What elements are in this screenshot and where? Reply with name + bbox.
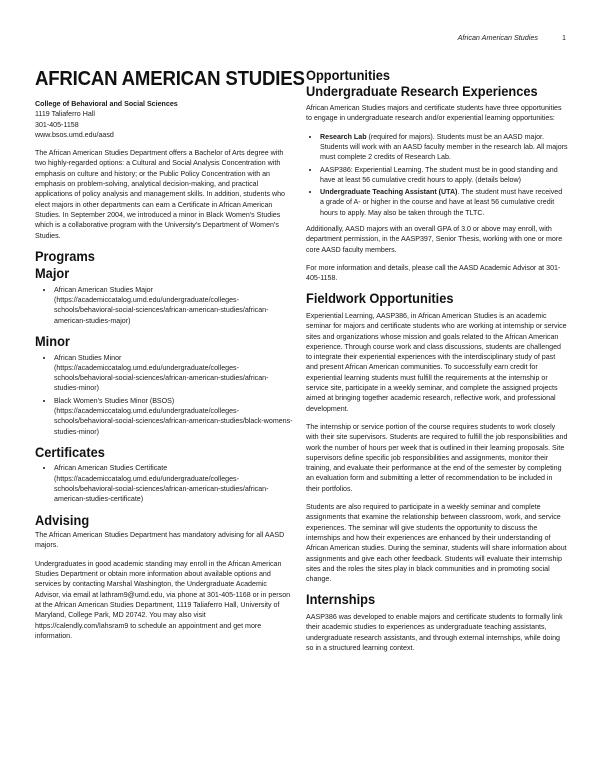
item-text: . The student must have received a grade of A- or higher in the course and have at least 56 cumulative credit hours to apply. May also be taken through the TLTC. — [320, 188, 563, 217]
running-header — [458, 33, 566, 42]
minor-list — [35, 353, 293, 437]
advising-paragraph-1: The African American Studies Department has mandatory advising for all AASD majors. — [35, 531, 285, 550]
phone: 301-405-1158 — [35, 120, 79, 129]
info-paragraph: For more information and details, please call the AASD Academic Advisor at 301-405-1158. — [306, 263, 561, 283]
website-link[interactable]: www.bsos.umd.edu/aasd — [35, 130, 114, 139]
gpa-paragraph: Additionally, AASD majors with an overall GPA of 3.0 or above may enroll, with department permission, in the AASP397, Senior Thesis, working with one or more core AASD faculty members. — [306, 225, 563, 254]
fieldwork-paragraph-1: Experiential Learning, AASP386, in African American Studies is an academic seminar for majors and certificate students who are working at internship or service sites and organizations whose mission and goals related to the African American experience. Through course work and class discussions, students are challenged to integrate their experiential experiences with the interdisciplinary study of past and present African American communities. To successfully earn credit for experiential learning students must fulfill the requirements at the internship or service site, participate in a weekly seminar, and complete the assigned projects aimed at bringing together academic research, reflective work, and professional development. — [306, 312, 567, 413]
major-link[interactable]: • African American Studies Major (https://academiccatalog.umd.edu/undergraduate/colleges-schools/behavioral-social-sciences/african-american-studies/african-american-studies-major) — [54, 285, 293, 326]
college-name: College of Behavioral and Social Sciences — [35, 100, 178, 108]
list-item — [320, 165, 568, 186]
address: 1119 Taliaferro Hall — [35, 110, 95, 119]
major-list — [35, 285, 293, 326]
page-number: 1 — [562, 33, 566, 42]
list-item — [320, 187, 568, 218]
certificates-list — [35, 463, 293, 504]
fieldwork-paragraph-2: The internship or service portion of the course requires students to work closely with their site supervisors. Students are required to fulfill the job responsibilities and work the number of hours per week that is outlined in their learning proposals. Site supervisors define specific job responsibilities and assignments, monitor their training, and evaluate their performance at the end of the semester by completing an evaluation form and submitting a letter of recommendation to be included in their portfolios. — [306, 422, 568, 493]
item-text: (required for majors). Students must be an AASD major. Students will work with an AASD faculty member in the research lab. All majors must complete 2 credits of Research Lab. — [320, 132, 568, 162]
page-title: AFRICAN AMERICAN STUDIES — [35, 68, 305, 90]
research-heading: Undergraduate Research Experiences — [306, 83, 538, 99]
certificates-heading: Certificates — [35, 444, 105, 460]
item-label: Research Lab — [320, 132, 367, 141]
internships-paragraph: AASP386 was developed to enable majors and certificate students to formally link their academic studies to experiences as undergraduate teaching assistants, undergraduate research assistants, and through external internships, while doing so in a structured learning context. — [306, 612, 563, 652]
item-label: Undergraduate Teaching Assistant (UTA) — [320, 188, 458, 197]
programs-heading: Programs — [35, 248, 95, 264]
minor-link[interactable]: • African Studies Minor (https://academiccatalog.umd.edu/undergraduate/colleges-schools/behavioral-social-sciences/african-american-studies/african-studies-minor) — [54, 353, 293, 394]
fieldwork-paragraph-3: Students are also required to participate in a weekly seminar and complete assignments that examine the relationship between classroom, work, and service experiences. The seminar will give students the opportunity to discuss the internships and how their experiences are enhanced by their understanding of African American studies. During the seminar, students will share information about assignments and give each other feedback. Students will evaluate their internship sites and the roles the sites play in black communities and in promoting social change. — [306, 503, 567, 584]
opportunities-heading: Opportunities — [306, 68, 391, 83]
certificate-link[interactable]: • African American Studies Certificate (https://academiccatalog.umd.edu/undergraduate/colleges-schools/behavioral-social-sciences/african-american-studies/african-american-studies-certificate) — [54, 463, 293, 504]
right-column — [306, 68, 568, 661]
minor-heading: Minor — [35, 334, 70, 350]
list-item — [320, 132, 568, 163]
opportunities-list — [306, 132, 568, 218]
minor-link[interactable]: • Black Women's Studies Minor (BSOS) (https://academiccatalog.umd.edu/undergraduate/colleges-schools/behavioral-social-sciences/african-american-studies/black-womens-studies-minor) — [54, 396, 293, 437]
major-heading: Major — [35, 266, 70, 282]
running-header-title: African American Studies — [457, 33, 538, 42]
fieldwork-heading: Fieldwork Opportunities — [306, 291, 454, 307]
advising-paragraph-2: Undergraduates in good academic standing may enroll in the African American Studies Department or obtain more information about available options and services by contacting Marshal Washington, the Undergraduate Academic Advisor, via email at lathram9@umd.edu, via phone at 301-405-1168 or in person at the African American Studies Department, 1119 Taliaferro Hall, University of Maryland, College Park, MD 20742. You may also visit https://calendly.com/lahsram9 to schedule an appointment and get more information. — [35, 559, 291, 640]
item-text: AASP386: Experiential Learning. The student must be in good standing and have at least 56 cumulative credit hours to apply. (details below) — [320, 165, 558, 184]
opportunities-intro: African American Studies majors and certificate students have three opportunities to engage in undergraduate research and/or experiential learning opportunities: — [306, 104, 562, 123]
left-column — [35, 68, 305, 649]
advising-heading: Advising — [35, 512, 90, 528]
intro-paragraph: The African American Studies Department offers a Bachelor of Arts degree with two highly-regarded options: a Cultural and Social Analysis Concentration with emphasis on culture and history; or the Public Policy Concentration with an emphasis on problem-solving, analytical decision-making, and practical applications of policy analysis and management skills. In addition, students who elect majors in other departments can earn a Certificate in African American Studies. In September 2004, we introduced a minor in Black Women's Studies which is a collaborative program with the University's Department of Women's Studies. — [35, 149, 285, 240]
internships-heading: Internships — [306, 592, 376, 608]
contact-block — [35, 99, 293, 140]
